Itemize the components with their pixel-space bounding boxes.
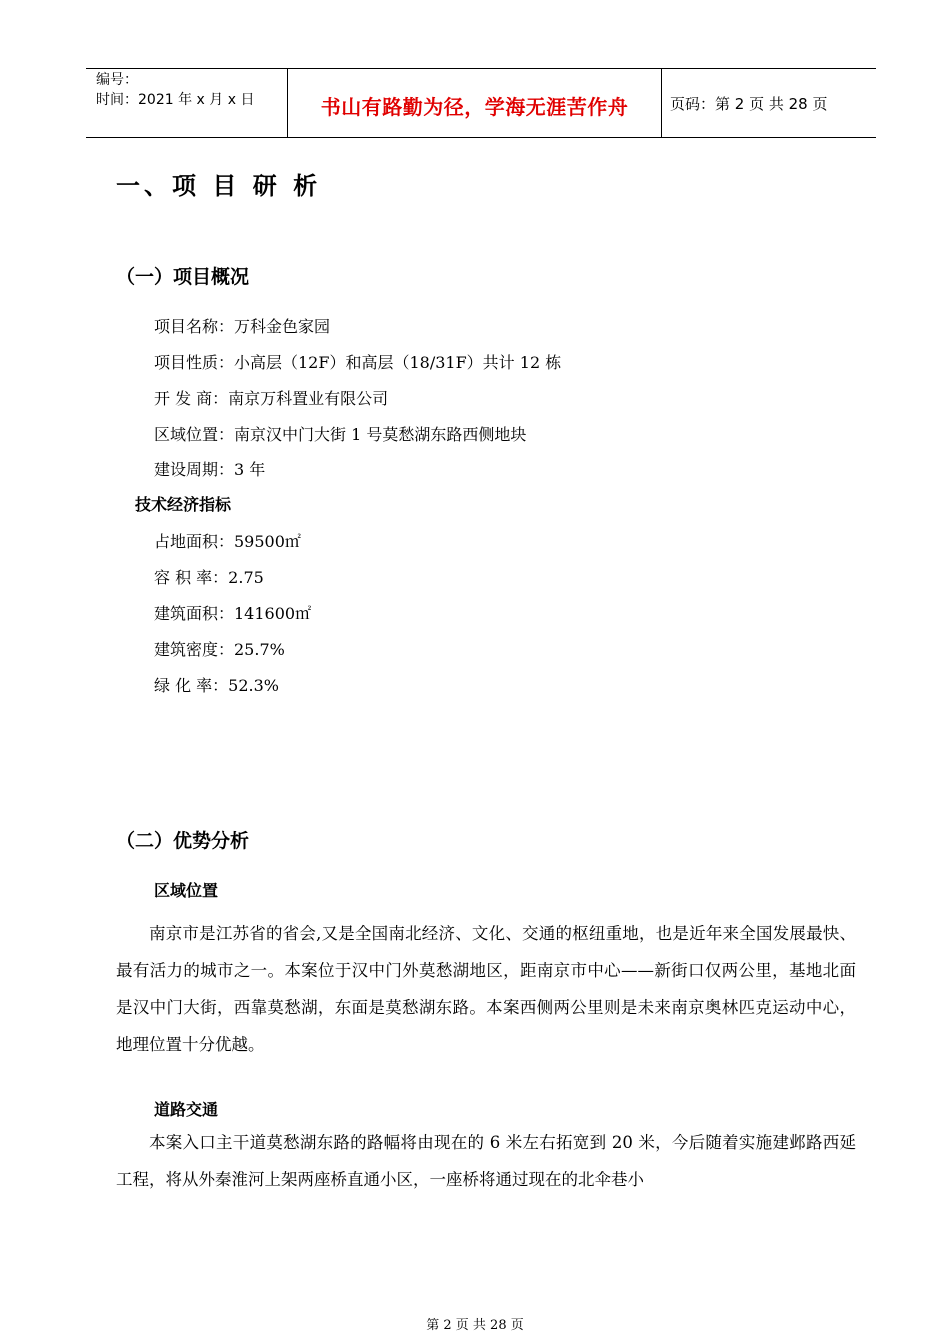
doc-time-label: 时间：2021 年 x 月 x 日 [96,92,255,108]
location-heading: 区域位置 [154,881,219,900]
overview-item: 项目性质：小高层（12F）和高层（18/31F）共计 12 栋 [154,353,562,372]
header-motto-cell [287,69,662,137]
tech-item: 建筑密度：25.7% [154,640,285,659]
tech-item: 绿 化 率：52.3% [154,676,280,695]
doc-number-label: 编号： [96,72,138,88]
header-page-info: 页码：第 2 页 共 28 页 [670,95,828,113]
traffic-paragraph: 本案入口主干道莫愁湖东路的路幅将由现在的 6 米左右拓宽到 20 米，今后随着实施建邺路西延工程，将从外秦淮河上架两座桥直通小区，一座桥将通过现在的北伞巷小 [116,1133,856,1189]
header-meta-cell [86,69,287,137]
location-paragraph: 南京市是江苏省的省会,又是全国南北经济、文化、交通的枢纽重地，也是近年来全国发展最快、最有活力的城市之一。本案位于汉中门外莫愁湖地区，距南京市中心——新街口仅两公里，基地北面是汉中门大街，西靠莫愁湖，东面是莫愁湖东路。本案西侧两公里则是未来南京奥林匹克运动中心，地理位置十分优越。 [116,924,856,1054]
traffic-heading: 道路交通 [154,1100,219,1119]
page-header [86,68,876,138]
header-page-cell [661,69,876,137]
page-footer: 第 2 页 共 28 页 [426,1318,524,1333]
overview-heading: （一）项目概况 [116,266,250,288]
overview-item: 开 发 商：南京万科置业有限公司 [154,389,389,408]
overview-item: 项目名称：万科金色家园 [154,317,331,336]
overview-item: 区域位置：南京汉中门大街 1 号莫愁湖东路西侧地块 [154,425,527,444]
tech-item: 容 积 率：2.75 [154,568,264,587]
header-motto: 书山有路勤为径，学海无涯苦作舟 [320,95,629,119]
tech-item: 建筑面积：141600㎡ [154,604,312,623]
advantages-heading: （二）优势分析 [116,830,250,852]
overview-item: 建设周期：3 年 [154,460,266,479]
tech-item: 占地面积：59500㎡ [154,532,301,551]
tech-heading: 技术经济指标 [135,495,232,514]
section-title: 一、项 目 研 析 [116,172,322,200]
